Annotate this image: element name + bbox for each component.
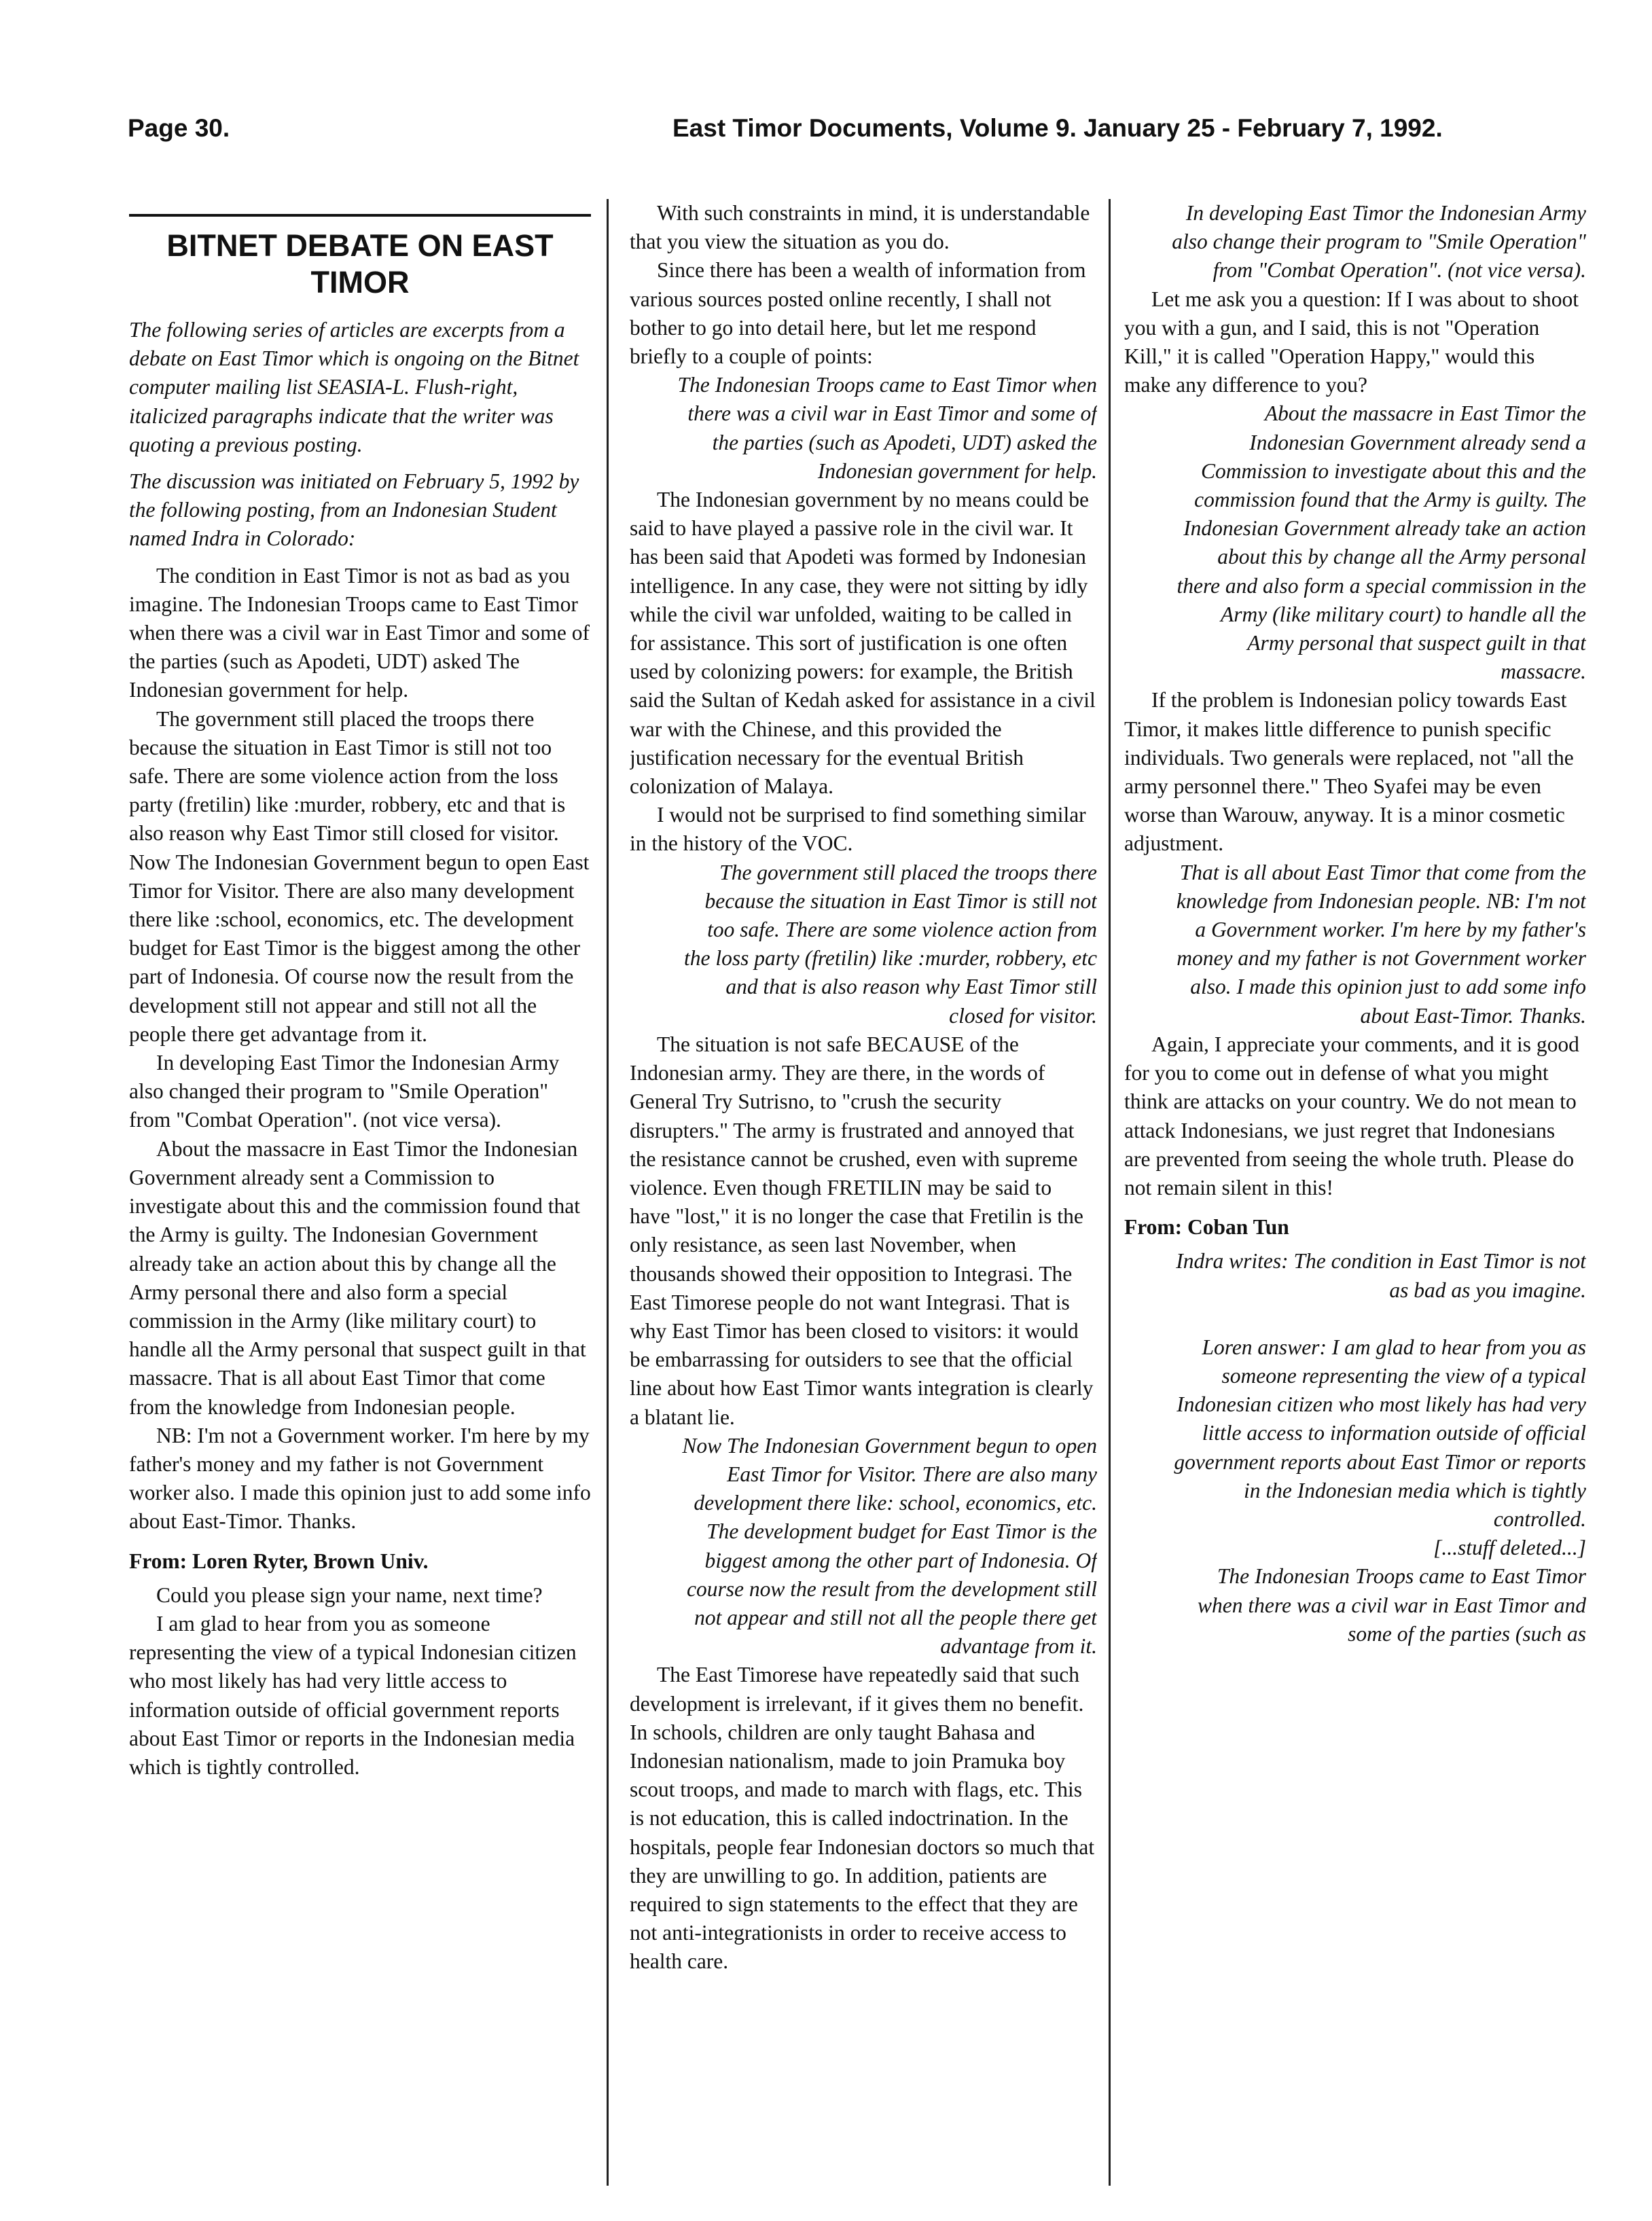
body-paragraph: If the problem is Indonesian policy towards East Timor, it makes little difference to punish specific individuals. Two generals were replaced, not "all the army personnel there." Theo Syafei may be even worse than Warouw, anyway. It is a minor cosmetic adjustment.: [1124, 688, 1574, 856]
body-paragraph: The condition in East Timor is not as bad as you imagine. The Indonesian Troops came to East Timor when there was a civil war in East Timor and some of the parties (such as Apodeti, UDT) asked The Indonesian government for help.: [129, 563, 590, 702]
intro-paragraph: The following series of articles are excerpts from a debate on East Timor which is ongoing on the Bitnet computer mailing list SEASIA-L. Flush-right, italicized paragraphs indicate that the writer was quoting a previous posting.: [129, 318, 579, 456]
quoted-paragraph: Loren answer: I am glad to hear from you as someone representing the view of a typical Indonesian citizen who most likely has had very little access to information outside of official government reports about East Timor or reports in the Indonesian media which is tightly controlled.: [1174, 1335, 1586, 1531]
quoted-paragraph: [...stuff deleted...]: [1433, 1536, 1586, 1560]
quoted-paragraph: About the massacre in East Timor the Indonesian Government already send a Commission to investigate about this and the commission found that the Army is guilty. The Indonesian Government already take an action about this by change all the Army personal there and also form a special commission in the Army (like military court) to handle all the Army personal that suspect guilt in that massacre.: [1177, 401, 1586, 684]
from-heading: From: Loren Ryter, Brown Univ.: [129, 1549, 429, 1573]
from-heading: From: Coban Tun: [1124, 1215, 1289, 1240]
body-paragraph: I am glad to hear from you as someone representing the view of a typical Indonesian citizen who most likely has had very little access to information outside of official government reports about East Timor or reports in the Indonesian media which is tightly controlled.: [129, 1611, 577, 1779]
body-paragraph: The situation is not safe BECAUSE of the Indonesian army. They are there, in the words of General Try Sutrisno, to "crush the security disrupters." The army is frustrated and annoyed that the resistance cannot be crushed, even with supreme violence. Even though FRETILIN may be said to have "lost," it is no longer the case that Fretilin is the only resistance, as seen last November, when thousands showed their opposition to Integrasi. The East Timorese people do not want Integrasi. That is why East Timor has been closed to visitors: it would be embarrassing for outsiders to see that the official line about how East Timor wants integration is clearly a blatant lie.: [630, 1032, 1094, 1429]
column-1: [129, 199, 591, 2209]
quoted-paragraph: Now The Indonesian Government begun to open East Timor for Visitor. There are also many development there like: school, economics, etc. The development budget for East Timor is the biggest among the other part of Indonesia. Of course now the result from the development still not appear and still not all the people there get advantage from it.: [682, 1433, 1097, 1659]
section-title: BITNET DEBATE ON EAST TIMOR: [166, 228, 554, 300]
body-paragraph: Since there has been a wealth of information from various sources posted online recently, I shall not bother to go into detail here, but let me respond briefly to a couple of points:: [630, 258, 1086, 369]
section-rule: [129, 214, 591, 217]
quoted-paragraph: Indra writes: The condition in East Timor is not as bad as you imagine.: [1176, 1249, 1586, 1302]
body-paragraph: The government still placed the troops there because the situation in East Timor is still not too safe. There are some violence action from the loss party (fretilin) like :murder, robbery, etc and that is also reason why East Timor still closed for visitor. Now The Indonesian Government begun to open East Timor for Visitor. There are also many development there like :school, economics, etc. The development budget for East Timor is the biggest among the other part of Indonesia. Of course now the result from the development still not appear and still not all the people there get advantage from it.: [129, 706, 590, 1046]
page-header: [0, 114, 1652, 155]
body-paragraph: With such constraints in mind, it is understandable that you view the situation as you do.: [630, 201, 1090, 254]
body-paragraph: Could you please sign your name, next time?: [156, 1583, 543, 1607]
column-divider: [1109, 199, 1111, 2186]
body-paragraph: I would not be surprised to find something similar in the history of the VOC.: [630, 803, 1086, 856]
body-paragraph: About the massacre in East Timor the Indonesian Government already sent a Commission to investigate about this and the commission found that the Army is guilty. The Indonesian Government already take an action about this by change all the Army personal there and also form a special commission in the Army (like military court) to handle all the Army personal that suspect guilt in that massacre. That is all about East Timor that come from the knowledge from Indonesian people.: [129, 1136, 586, 1419]
body-paragraph: Again, I appreciate your comments, and it is good for you to come out in defense of what you might think are attacks on your country. We do not mean to attack Indonesians, we just regret that Indonesians are prevented from seeing the whole truth. Please do not remain silent in this!: [1124, 1032, 1579, 1199]
intro-paragraph: The discussion was initiated on February 5, 1992 by the following posting, from an Indonesian Student named Indra in Colorado:: [129, 469, 579, 551]
body-paragraph: In developing East Timor the Indonesian Army also changed their program to "Smile Operation" from "Combat Operation". (not vice versa).: [129, 1051, 560, 1132]
publication-line: East Timor Documents, Volume 9. January 25 - February 7, 1992.: [672, 114, 1443, 142]
quoted-paragraph: The Indonesian Troops came to East Timor when there was a civil war in East Timor and some of the parties (such as: [1198, 1564, 1586, 1646]
column-divider: [607, 199, 609, 2186]
column-2: [630, 199, 1097, 2209]
quoted-paragraph: The government still placed the troops there because the situation in East Timor is still not too safe. There are some violence action from the loss party (fretilin) like :murder, robbery, etc and that is also reason why East Timor still closed for visitor.: [683, 860, 1097, 1028]
column-3: [1124, 199, 1586, 2209]
page-number: Page 30.: [128, 114, 230, 142]
quoted-paragraph: That is all about East Timor that come from the knowledge from Indonesian people. NB: I'm not a Government worker. I'm here by my father's money and my father is not Government worker also. I made this opinion just to add some info about East-Timor. Thanks.: [1176, 860, 1586, 1028]
body-paragraph: The East Timorese have repeatedly said that such development is irrelevant, if it gives them no benefit. In schools, children are only taught Bahasa and Indonesian nationalism, made to join Pramuka boy scout troops, and made to march with flags, etc. This is not education, this is called indoctrination. In the hospitals, people fear Indonesian doctors so much that they are unwilling to go. In addition, patients are required to sign statements to the effect that they are not anti-integrationists in order to receive access to health care.: [630, 1663, 1095, 1974]
body-paragraph: NB: I'm not a Government worker. I'm here by my father's money and my father is not Government worker also. I made this opinion just to add some info about East-Timor. Thanks.: [129, 1423, 591, 1534]
body-paragraph: Let me ask you a question: If I was about to shoot you with a gun, and I said, this is not "Operation Kill," it is called "Operation Happy," would this make any difference to you?: [1124, 287, 1579, 397]
paragraph-gap: [1124, 1305, 1586, 1333]
body-paragraph: The Indonesian government by no means could be said to have played a passive role in the civil war. It has been said that Apodeti was formed by Indonesian intelligence. In any case, they were not sitting by idly while the civil war unfolded, waiting to be called in for assistance. This sort of justification is one often used by colonizing powers: for example, the British said the Sultan of Kedah asked for assistance in a civil war with the Chinese, and this provided the justification necessary for the eventual British colonization of Malaya.: [630, 488, 1096, 799]
quoted-paragraph: The Indonesian Troops came to East Timor when there was a civil war in East Timor and some of the parties (such as Apodeti, UDT) asked the Indonesian government for help.: [677, 373, 1097, 483]
quoted-paragraph: In developing East Timor the Indonesian Army also change their program to "Smile Operation" from "Combat Operation". (not vice versa).: [1172, 201, 1586, 283]
